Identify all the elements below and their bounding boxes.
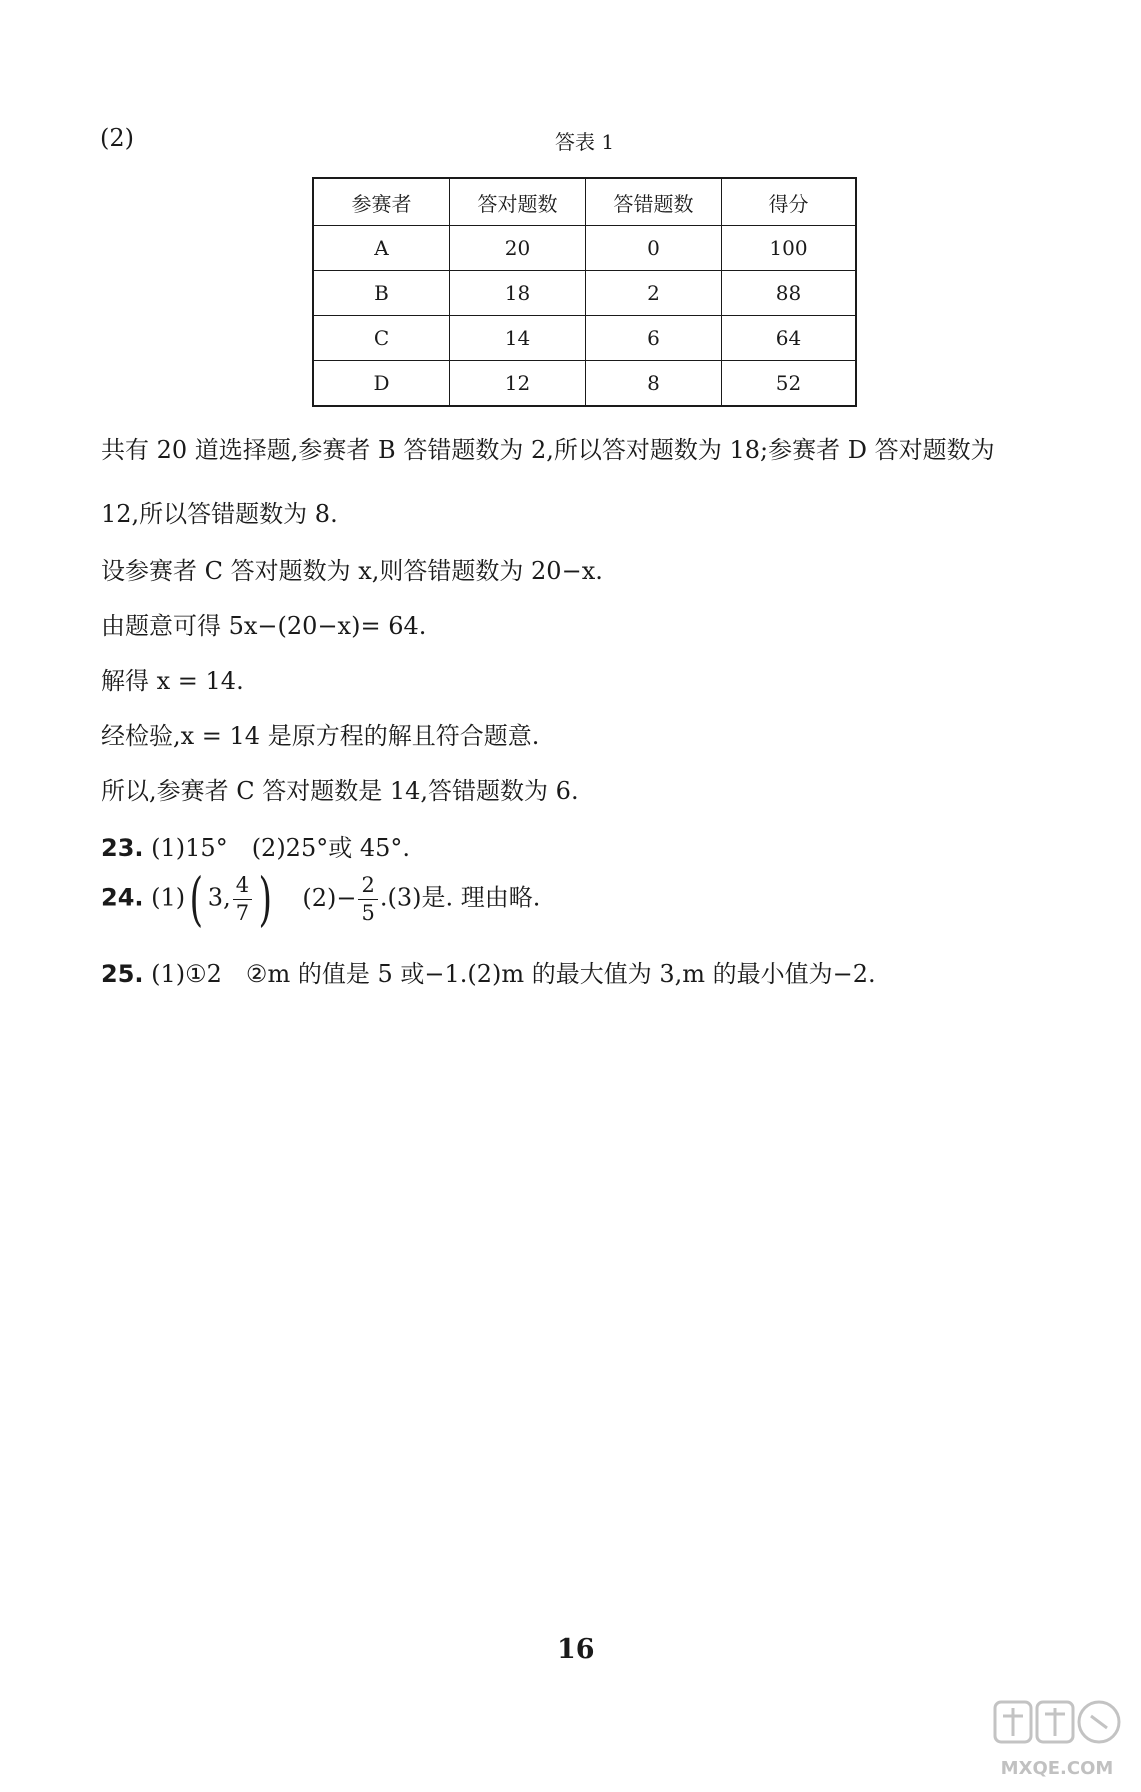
table-cell: 20 xyxy=(450,226,586,271)
table-cell: 2 xyxy=(586,271,722,316)
table-header-cell: 答错题数 xyxy=(586,178,722,226)
table-cell: 64 xyxy=(722,316,857,361)
fraction-denominator: 7 xyxy=(235,900,250,925)
answer-part: (1) xyxy=(151,883,186,912)
answer-part: (2)− xyxy=(302,883,357,912)
fraction-denominator: 5 xyxy=(361,900,375,925)
fraction-numerator: 4 xyxy=(233,874,252,899)
table-header-cell: 答对题数 xyxy=(450,178,586,226)
right-paren: ) xyxy=(258,865,273,933)
table-header-cell: 得分 xyxy=(722,178,857,226)
watermark-icon xyxy=(987,1694,1127,1784)
answer-25 xyxy=(101,954,876,989)
table-cell: D xyxy=(313,361,450,407)
table-header-row xyxy=(313,178,856,226)
question-number: 25. xyxy=(101,960,144,988)
watermark-text: MXQE.COM xyxy=(1000,1758,1114,1779)
table-cell: 0 xyxy=(586,226,722,271)
table-cell: 88 xyxy=(722,271,857,316)
table-cell: C xyxy=(313,316,450,361)
table-cell: 8 xyxy=(586,361,722,407)
table-caption: 答表 1 xyxy=(555,130,615,154)
question-number: 23. xyxy=(101,834,144,862)
table-row xyxy=(313,361,856,407)
table-cell: 52 xyxy=(722,361,857,407)
solution-line: 所以,参赛者 C 答对题数是 14,答错题数为 6. xyxy=(101,777,579,805)
table-cell: 14 xyxy=(450,316,586,361)
fraction xyxy=(233,874,252,923)
table-cell: 18 xyxy=(450,271,586,316)
table-header-cell: 参赛者 xyxy=(313,178,450,226)
answer-text: (1)①2 ②m 的值是 5 或−1.(2)m 的最大值为 3,m 的最小值为−2. xyxy=(151,960,876,988)
solution-line: 设参赛者 C 答对题数为 x,则答错题数为 20−x. xyxy=(101,557,603,585)
answer-table xyxy=(312,177,857,407)
page-number: 16 xyxy=(557,1634,595,1665)
table-cell: 12 xyxy=(450,361,586,407)
solution-line: 共有 20 道选择题,参赛者 B 答错题数为 2,所以答对题数为 18;参赛者 D 答对题数为 xyxy=(101,436,995,464)
fraction xyxy=(358,874,377,923)
part-label: (2) xyxy=(100,124,134,152)
table-cell: 100 xyxy=(722,226,857,271)
table-row xyxy=(313,226,856,271)
answer-part: .(3)是. 理由略. xyxy=(379,883,541,912)
table-cell: A xyxy=(313,226,450,271)
answer-text: (1)15° (2)25°或 45°. xyxy=(151,834,411,862)
fraction-numerator: 2 xyxy=(358,874,377,899)
solution-line: 解得 x = 14. xyxy=(101,667,244,695)
table-row xyxy=(313,271,856,316)
table-cell: 6 xyxy=(586,316,722,361)
left-paren: ( xyxy=(189,865,204,933)
watermark-logo xyxy=(987,1694,1127,1784)
table-row xyxy=(313,316,856,361)
question-number: 24. xyxy=(101,883,144,912)
solution-line: 12,所以答错题数为 8. xyxy=(101,500,338,528)
answer-24 xyxy=(101,865,541,933)
point-x: 3, xyxy=(207,883,231,912)
solution-line: 由题意可得 5x−(20−x)= 64. xyxy=(101,612,427,640)
answer-23 xyxy=(101,828,410,863)
solution-line: 经检验,x = 14 是原方程的解且符合题意. xyxy=(101,722,540,750)
table-cell: B xyxy=(313,271,450,316)
